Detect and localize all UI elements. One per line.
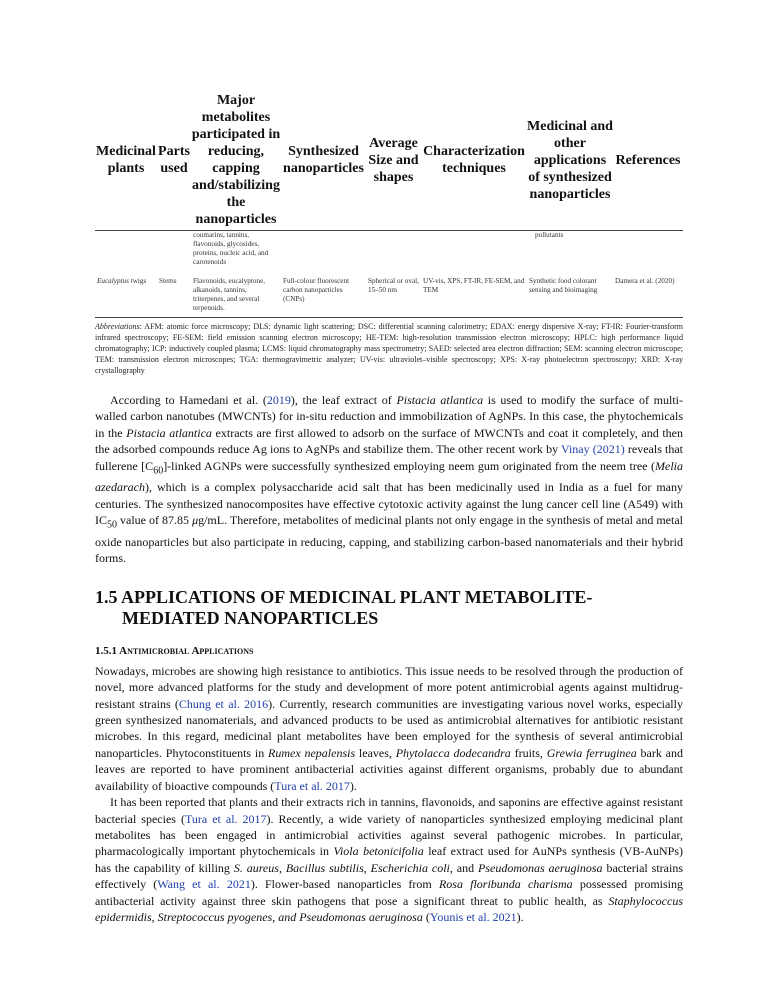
paragraph: It has been reported that plants and their extracts rich in tannins, flavonoids, and saponins are effective against resistant bacterial species (Tura et al. 2017). Recently, a wide variety of nanoparticles synthesized employing medicinal plant metabolites has been engaged in antimicrobial activities against several pathogenic microbes. In particular, pharmacologically important phytochemicals in Viola betonicifolia leaf extract used for AuNPs synthesis (VB-AuNPs) has the capability of killing S. aureus, Bacillus subtilis, Escherichia coli, and Pseudomonas aeruginosa bacterial strains effectively (Wang et al. 2021). Flower-based nanoparticles from Rosa floribunda charisma possessed promising antibacterial activity against three skin pathogens that pose a significant threat to public health, as Staphylococcus epidermidis, Streptococcus pyogenes, and Pseudomonas aeruginosa (Younis et al. 2021). [95,795,684,924]
reference-link[interactable]: Damera et al. (2020) [615,277,675,285]
table-cell: Flavonoids, eucalyptone, alkanoids, tannins, triterpenes, and several terpenoids. [193,277,266,312]
citation-link[interactable]: Wang et al. 2021 [157,877,251,892]
section-heading: 1.5 APPLICATIONS OF MEDICINAL PLANT METABOLITE-MEDIATED NANOPARTICLES [95,586,593,628]
table-cell: pollutants [535,231,564,239]
col-header: Parts used [158,144,190,176]
citation-link[interactable]: Vinay (2021) [561,442,625,457]
paragraph: According to Hamedani et al. (2019), the leaf extract of Pistacia atlantica is used to modify the surface of multi-walled carbon nanotubes (MWCNTs) for in-situ reduction and immobilization of AgNPs. In this case, the phytochemicals in the Pistacia atlantica extracts are first allowed to adsorb on the surface of MWCNTs and coat it completely, and then the adsorbed compounds reduce Ag ions to AgNPs and stabilize them. The other recent work by Vinay (2021) reveals that fullerene $[C_{60}]$-linked AGNPs were successfully synthesized employing neem gum originated from the neem tree (Melia azedarach), which is a complex polysaccharide acid salt that has been medicinally used in India as a fuel for many centuries. The synthesized nanocomposites have effective cytotoxic activity against the lung cancer cell line (A549) with $IC_{50}$ value of 87.85 μg/mL. Therefore, metabolites of medicinal plants not only engage in the synthesis of metal and metal oxide nanoparticles but also participate in reducing, capping, and stabilizing carbon-based nanomaterials and their hybrid forms. [95,393,684,566]
col-header: References [615,152,681,168]
table-cell: UV-vis, XPS, FT-IR, FE-SEM, and TEM [423,277,525,294]
col-header: Major metabolites participated in reducing, capping and/stabilizing the nanoparticles [191,93,281,227]
table-cell: Stems [159,277,177,285]
col-header: Medicinal and other applications of synthesized nanoparticles [527,118,613,202]
table-row [95,231,683,272]
citation-link[interactable]: Younis et al. 2021 [429,909,517,924]
table-cell: Full-colour fluorescent carbon nanoparticles (CNPs) [283,277,350,303]
citation-link[interactable]: Tura et al. 2017 [274,778,350,793]
col-header: Average Size and shapes [368,135,419,185]
table-header-row [95,90,683,231]
nanoparticles-table [95,90,683,318]
citation-link[interactable]: Chung et al. 2016 [178,696,269,711]
citation-link[interactable]: 2019 [266,393,291,407]
table-cell: Synthetic food colorant sensing and bioimaging [529,277,598,294]
subsection-heading: 1.5.1 Antimicrobial Applications [95,644,254,657]
table-cell: Spherical or oval, 15–50 nm [368,277,419,294]
citation-link[interactable]: Tura et al. 2017 [184,811,267,826]
paragraph: Nowadays, microbes are showing high resistance to antibiotics. This issue needs to be resolved through the production of novel, more advanced platforms for the study and development of more potent antimicrobial agents against multidrug-resistant strains (Chung et al. 2016). Currently, research communities are investigating various novel works, especially green synthesized nanomaterials, and advanced products to be used as antimicrobial alternatives for antibiotic resistant microbes. In this regard, medicinal plant metabolites have been employed for the synthesis of several antimicrobial nanoparticles. Phytoconstituents in Rumex nepalensis leaves, Phytolacca dodecandra fruits, Grewia ferruginea bark and leaves are reported to have prominent antibacterial activities against different organisms, probably due to abundant availability of bioactive compounds (Tura et al. 2017). [95,663,683,793]
col-header: Medicinal plants [96,144,156,176]
table-abbreviations: Abbreviations: AFM: atomic force microscopy; DLS: dynamic light scattering; DSC: differential scanning calorimetry; EDAX: energy dispersive X-ray; FT-IR: Fourier-transform infrared spectroscopy; FE-SEM: field emission scanning electron microscopy; HE-TEM: high-resolution transmission electron microscopy; HPLC: high performance liquid chromatography; ICP: inductively coupled plasma; LCMS: liquid chromatography mass spectrometry; SAED: selected area electron diffraction; SEM: scanning electron microscope; TEM: transmission electron microscopes; TGA: thermogravimetric analyzer; UV-vis: ultraviolet–visible spectroscopy; XPS: X-ray photoelectron spectroscopy; XRD: X-ray crystallography [95,322,683,375]
table-row [95,271,683,318]
page-content [95,90,683,925]
table-cell: coumarins, tannins, flavonoids, glycosides, proteins, nucleic acid, and carotenoids [193,231,269,266]
col-header: Characterization techniques [423,144,525,176]
col-header: Synthesized nanoparticles [283,144,364,176]
table-cell: Eucalyptus twigs [97,277,147,285]
